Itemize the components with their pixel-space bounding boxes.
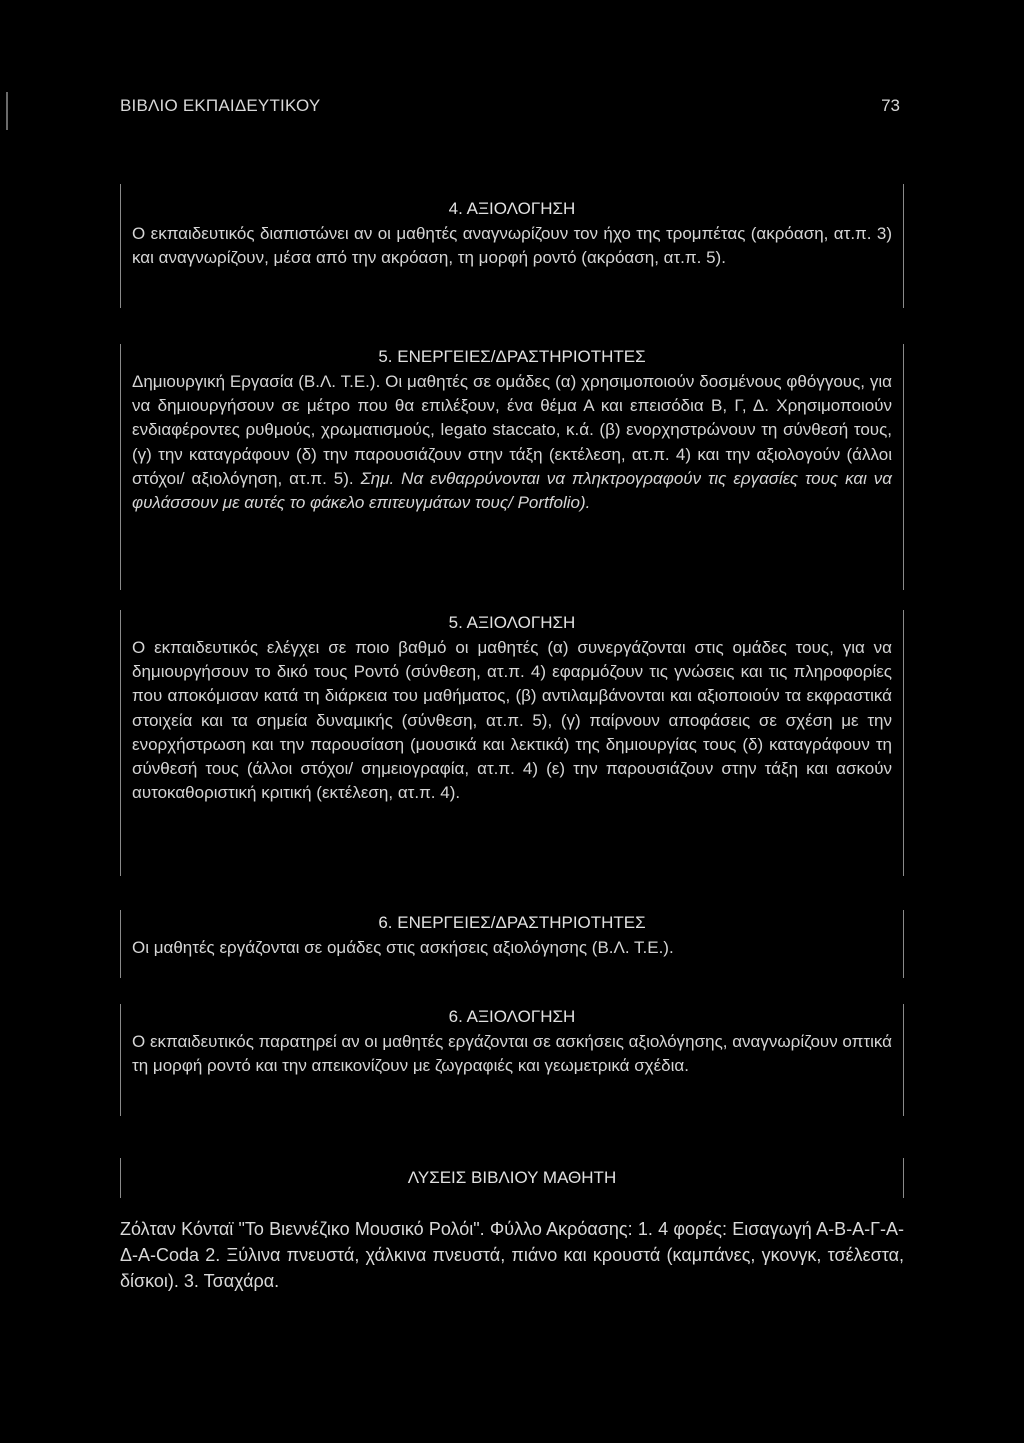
section-text: Ο εκπαιδευτικός ελέγχει σε ποιο βαθμό οι μαθητές (α) συνεργάζονται στις ομάδες τους, για να δημιουργήσουν το δικό τους Ροντό (σύνθεση, ατ.π. 4) εφαρμόζουν τις γνώσεις και τις πληροφορίες που αποκόμισαν κατά τη διάρκεια του μαθήματος, (β) αντιλαμβάνονται και αξιοποιούν τα εκφραστικά στοιχεία και τα σημεία δυναμικής (σύνθεση, ατ.π. 5), (γ) παίρνουν αποφάσεις σε σχέση με την ενορχήστρωση και την παρουσίαση (μουσικά και λεκτικά) της δημιουργίας τους (δ) καταγράφουν τη σύνθεσή τους (άλλοι στόχοι/ σημειογραφία, ατ.π. 4) (ε) την παρουσιάζουν στην τάξη και ασκούν αυτοκαθοριστική κριτική (εκτέλεση, ατ.π. 4). (132, 638, 892, 803)
section-text: Ο εκπαιδευτικός παρατηρεί αν οι μαθητές εργάζονται σε ασκήσεις αξιολόγησης, αναγνωρίζουν οπτικά τη μορφή ροντό και την απεικονίζουν με ζωγραφιές και γεωμετρικά σχέδια. (132, 1032, 892, 1076)
section-heading: 6. ΑΞΙΟΛΟΓΗΣΗ (448, 1007, 576, 1026)
activity-text: Δημιουργική Εργασία (Β.Λ. Τ.Ε.). Οι μαθητές σε ομάδες (α) χρησιμοποιούν δοσμένους φθόγγους, για να δημιουργήσουν σε μέτρο που θα επιλέξουν, ένα θέμα Α και επεισόδια Β, Γ, Δ. Χρησιμοποιούν ενδιαφέροντες ρυθμούς, χρωματισμούς, legato staccato, κ.ά. (β) ενορχηστρώνουν τη σύνθεσή τους, (γ) την καταγράφουν (δ) την παρουσιάζουν στην τάξη (εκτέλεση, ατ.π. 4) και την αξιολογούν (άλλοι στόχοι/ αξιολόγηση, ατ.π. 5). (132, 372, 892, 488)
section-activities-6 (120, 910, 904, 978)
section-assessment-5 (120, 610, 904, 876)
section-heading: 5. ΑΞΙΟΛΟΓΗΣΗ (448, 613, 576, 632)
running-header: ΒΙΒΛΙΟ ΕΚΠΑΙΔΕΥΤΙΚΟΥ (120, 96, 321, 115)
section-heading: 4. ΑΞΙΟΛΟΓΗΣΗ (448, 199, 576, 218)
section-heading: 5. ΕΝΕΡΓΕΙΕΣ/ΔΡΑΣΤΗΡΙΟΤΗΤΕΣ (378, 347, 646, 366)
section-heading: ΛΥΣΕΙΣ ΒΙΒΛΙΟΥ ΜΑΘΗΤΗ (407, 1168, 617, 1187)
page-edge-mark (6, 92, 8, 130)
section-activities-5 (120, 344, 904, 590)
section-solutions (120, 1158, 904, 1198)
section-assessment-4 (120, 184, 904, 308)
section-text: Ο εκπαιδευτικός διαπιστώνει αν οι μαθητές αναγνωρίζουν τον ήχο της τρομπέτας (ακρόαση, ατ.π. 3) και αναγνωρίζουν, μέσα από την ακρόαση, τη μορφή ροντό (ακρόαση, ατ.π. 5). (132, 224, 892, 268)
section-text (132, 370, 892, 515)
section-heading: 6. ΕΝΕΡΓΕΙΕΣ/ΔΡΑΣΤΗΡΙΟΤΗΤΕΣ (378, 913, 646, 932)
activity-note: Σημ. Να ενθαρρύνονται να πληκτρογραφούν τις εργασίες τους και να φυλάσσουν με αυτές το φάκελο επιτευγμάτων τους/ Portfolio). (132, 468, 893, 513)
section-assessment-6 (120, 1004, 904, 1116)
page-number: 73 (881, 96, 900, 115)
answers-text: Ζόλταν Κόνταϊ "Το Βιεννέζικο Μουσικό Ρολόι". Φύλλο Ακρόασης: 1. 4 φορές: Εισαγωγή Α-Β-Α-Γ-Α-Δ-Α-Coda 2. Ξύλινα πνευστά, χάλκινα πνευστά, πιάνο και κρουστά (καμπάνες, γκονγκ, τσέλεστα, δίσκοι). 3. Τσαχάρα. (120, 1219, 904, 1291)
section-text: Οι μαθητές εργάζονται σε ομάδες στις ασκήσεις αξιολόγησης (Β.Λ. Τ.Ε.). (132, 938, 674, 957)
